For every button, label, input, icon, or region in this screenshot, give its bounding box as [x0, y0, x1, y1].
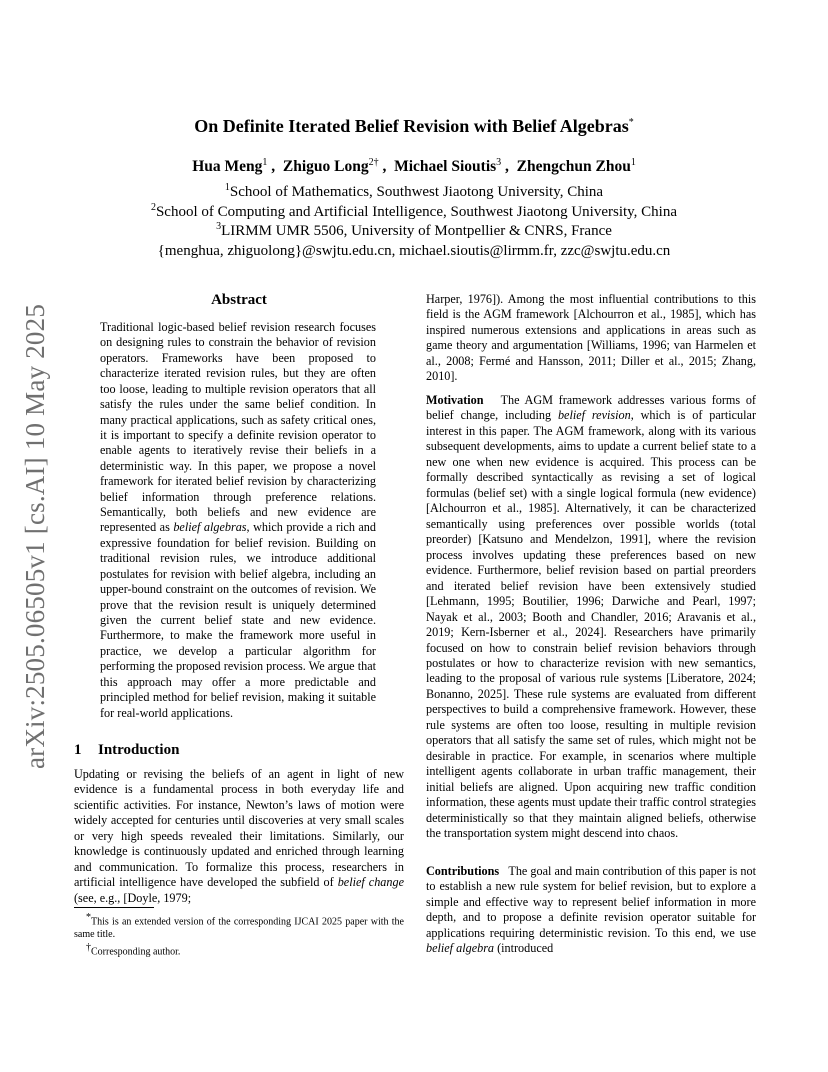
footnote-text: This is an extended version of the corresponding IJCAI 2025 paper with the same title.: [74, 916, 404, 941]
motivation-paragraph: [426, 393, 756, 842]
emails-text: {menghua, zhiguolong}@swjtu.edu.cn, michael.sioutis@lirmm.fr, zzc@swjtu.edu.cn: [157, 243, 671, 259]
paragraph-text: Updating or revising the beliefs of an agent in light of new evidence is a fundamental process in both everyday life and scientific activities. For instance, Newton’s laws of motion were widely accepted for centuries until discoveries at very small scales or very high speeds revealed their limitations. Similarly, our knowledge is continuously updated and enriched through learning and communication. To formalize this process, researchers in artificial intelligence have developed the subfield of: [74, 767, 404, 890]
author-list: Hua Meng$^1$ , Zhiguo Long$^{2\dagger}$ , Michael Sioutis$^3$ , Zhengchun Zhou$^1$: [192, 157, 636, 176]
author-affiliation-mark: 3: [496, 157, 502, 168]
author-emails: [74, 243, 754, 260]
author-affiliation-mark: 2†: [368, 157, 379, 168]
affiliation-mark: 1: [224, 182, 230, 193]
section-title: Introduction: [98, 742, 180, 758]
paragraph-text: The AGM framework addresses various forms of belief change, including: [426, 393, 756, 423]
footnote-mark: *: [86, 912, 91, 923]
paragraph-text: Harper, 1976]). Among the most influential contributions to this field is the AGM framework [Alchourron et al., 1985], which has inspired numerous extensions and applications in areas such as game theory and argumentation [Williams, 1996; van Harmelen et al., 2008; Fermé and Hansson, 2011; Diller et al., 2015; Zhang, 2010].: [426, 292, 756, 384]
footnote-text: Corresponding author.: [91, 946, 181, 958]
affiliation-mark: 3: [216, 221, 222, 232]
footnote-mark: †: [86, 942, 91, 954]
abstract-heading: Abstract: [211, 292, 267, 308]
affiliation-2: [74, 202, 754, 221]
right-paragraph-1: [426, 292, 756, 385]
footnote-divider: [74, 907, 154, 908]
paper-title-text: On Definite Iterated Belief Revision with Belief Algebras: [194, 116, 629, 136]
paragraph-emphasis: belief change: [337, 875, 404, 890]
introduction-paragraph: [74, 767, 404, 906]
paragraph-text: (introduced: [494, 941, 554, 956]
paragraph-emphasis: belief algebra: [426, 941, 495, 956]
paragraph-text: (see, e.g., [Doyle, 1979;: [74, 890, 192, 905]
author-name: Zhiguo Long: [282, 158, 369, 176]
paper-title: [74, 116, 754, 137]
paragraph-heading: Contributions: [426, 864, 500, 878]
title-footnote-mark: *: [628, 117, 634, 128]
arxiv-identifier: [14, 300, 58, 772]
author-name: Hua Meng: [192, 158, 263, 176]
affiliation-3: [74, 221, 754, 240]
section-number: 1: [74, 742, 82, 758]
affiliation-1: [74, 182, 754, 201]
author-name: Zhengchun Zhou: [516, 158, 631, 176]
arxiv-identifier-text: arXiv:2505.06505v1 [cs.AI] 10 May 2025: [20, 303, 51, 769]
footnote: [74, 941, 404, 958]
affiliation-text: School of Computing and Artificial Intelligence, Southwest Jiaotong University, China: [155, 204, 678, 220]
abstract-text: , which provide a rich and expressive foundation for belief revision. Building on traditional revision rules, we introduce additional postulates for revision with belief algebra, including an upper-bound constraint on the outcomes of revision. We prove that the revision result is uniquely determined given the current belief state and new evidence. Furthermore, to make the framework more useful in practice, we develop a particular algorithm for performing the proposed revision process. We argue that this approach may offer a more predictable and principled method for belief revision, making it suitable for real-world applications.: [100, 520, 376, 720]
footnotes: [74, 911, 404, 959]
abstract-emphasis: belief algebras: [173, 520, 247, 535]
affiliation-text: LIRMM UMR 5506, University of Montpellier & CNRS, France: [221, 223, 612, 239]
paragraph-text: , which is of particular interest in this paper. The AGM framework, along with its various subsequent developments, aims to update a current belief state to a new one when new evidence is acquired. This process can be formally described syntactically as revising a set of logical formulas (belief set) with a single logical formula (new evidence) [Alchourron et al., 1985]. Alternatively, it can be characterized semantically using preferences over possible worlds (total preorder) [Katsuno and Mendelzon, 1991], where the revision process involves updating these preferences based on new evidence. Furthermore, belief revision based on partial preorders and iterated belief revision have been extensively studied [Lehmann, 1995; Boutilier, 1996; Darwiche and Pearl, 1997; Nayak et al., 2003; Booth and Chandler, 2016; Aravanis et al., 2019; Kern-Isberner et al., 2024]. Researchers have primarily focused on how to constrain belief revision behaviors through postulates or how to characterize revision with new semantics, leading to the proposal of various rule systems [Liberatore, 2024; Bonanno, 2025]. These rule systems are evaluated from different perspectives to build a comprehensive framework. However, these rule systems are often too loose, resulting in multiple revision operators that all satisfy the same set of rules, which might not be desirable in practice. For example, in scenarios where multiple intelligent agents collaborate in urban traffic management, their initial beliefs are aligned. Upon acquiring new traffic condition information, these agents must update their traffic control strategies deterministically so that they maintain aligned beliefs, otherwise the transportation system might descend into chaos.: [426, 408, 756, 841]
abstract-text: Traditional logic-based belief revision research focuses on designing rules to constrain the behavior of revision operators. Frameworks have been proposed to characterize iterated revision rules, but they are often too loose, leading to multiple revision operators that all satisfy the rules under the same belief condition. In many practical applications, such as safety critical ones, it is important to specify a definite revision operator to enable agents to iteratively revise their beliefs in a deterministic way. In this paper, we propose a novel framework for iterated belief revision by characterizing belief information through preference relations. Semantically, both beliefs and new evidence are represented as: [100, 320, 376, 535]
author-affiliation-mark: 1: [630, 157, 636, 168]
contributions-paragraph: [426, 864, 756, 957]
affiliation-text: School of Mathematics, Southwest Jiaotong University, China: [229, 184, 604, 200]
footnote: [74, 911, 404, 941]
author-name: Michael Sioutis: [394, 158, 497, 176]
paragraph-emphasis: belief revision: [557, 408, 631, 423]
paragraph-text: The goal and main contribution of this paper is not to establish a new rule system for belief revision, but to explore a simple and effective way to represent belief information in more depth, and to propose a definite revision operator suitable for applications requiring deterministic revision. To this end, we use: [426, 864, 757, 940]
author-affiliation-mark: 1: [262, 157, 268, 168]
abstract-body: [100, 320, 376, 721]
section-heading-introduction: [74, 742, 179, 759]
affiliation-mark: 2: [150, 202, 156, 213]
paragraph-heading: Motivation: [426, 393, 484, 407]
